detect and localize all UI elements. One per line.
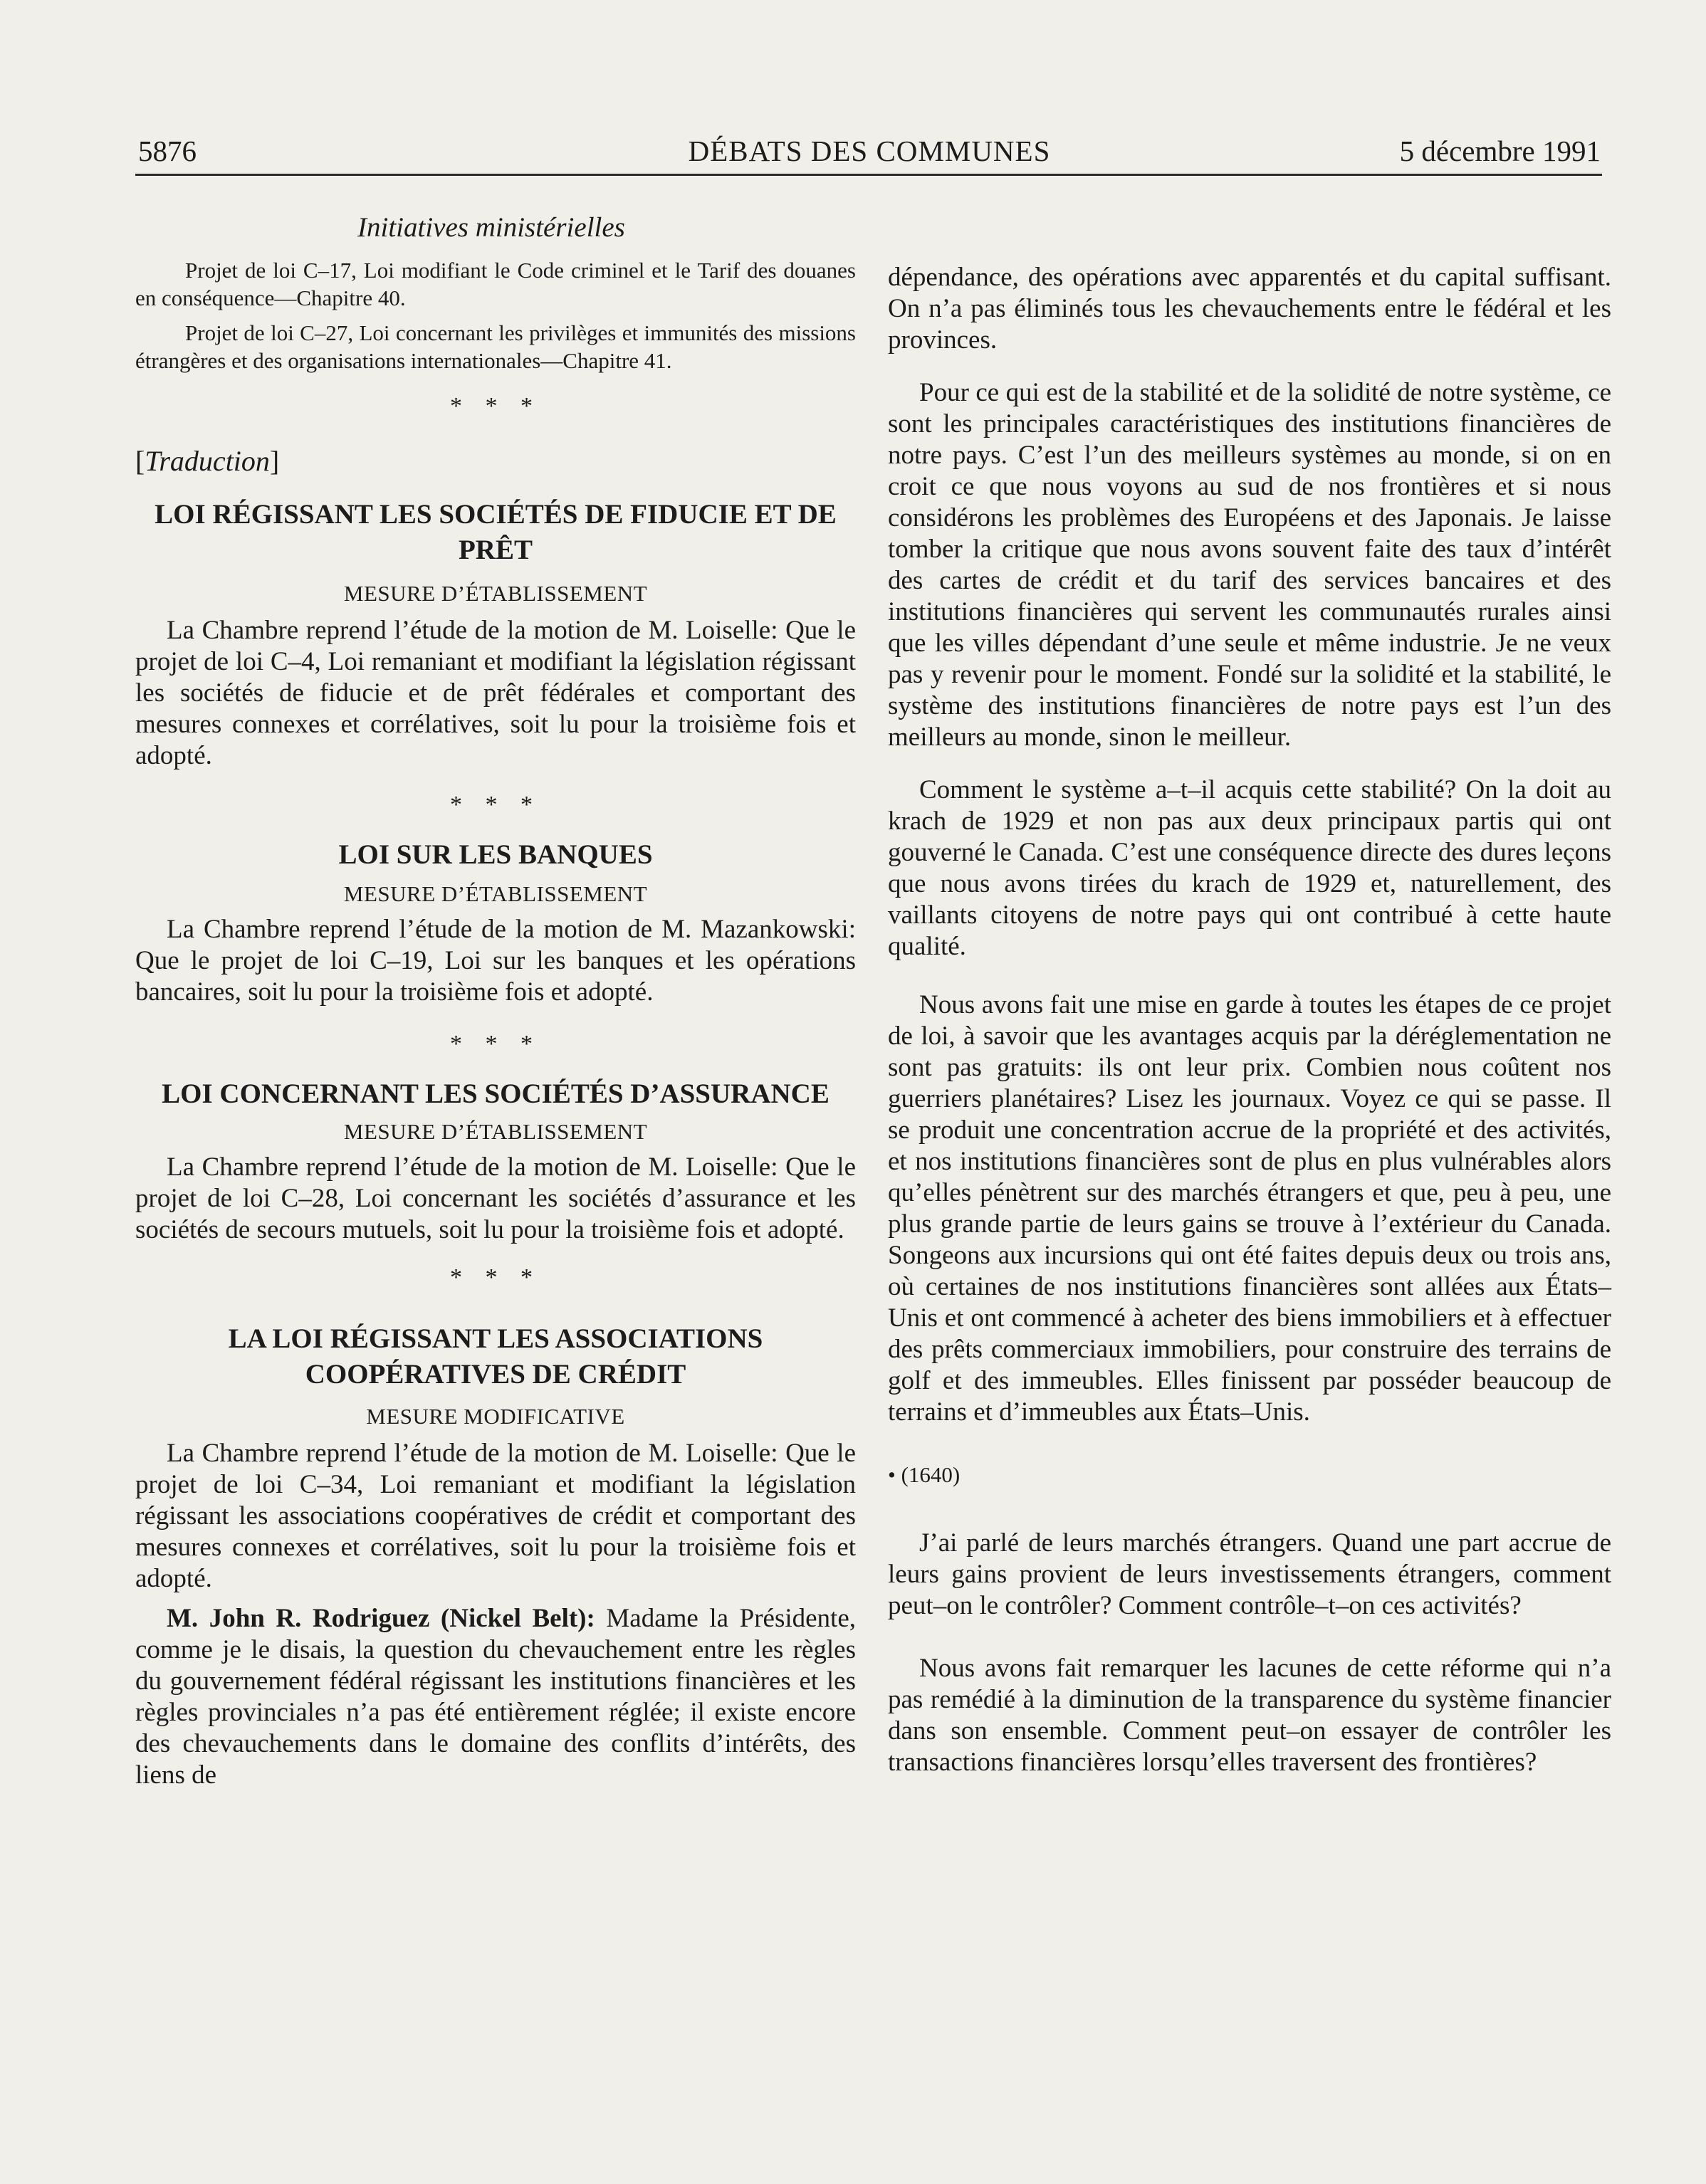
motion-insurance: La Chambre reprend l’étude de la motion de M. Loiselle: Que le projet de loi C–28, Loi concernant les sociétés d’assurance et les sociétés de secours mutuels, soit lu pour la troisième fois et adopté. <box>135 1153 856 1244</box>
heading-insurance: LOI CONCERNANT LES SOCIÉTÉS D’ASSURANCE <box>162 1078 830 1109</box>
separator-stars: * * * <box>450 393 541 419</box>
heading-credit-associations: LA LOI RÉGISSANT LES ASSOCIATIONS COOPÉRATIVES DE CRÉDIT <box>228 1323 763 1390</box>
separator-stars: * * * <box>450 1031 541 1057</box>
traduction-note: [Traduction] <box>135 445 280 477</box>
left-column <box>135 206 856 1791</box>
header-rule <box>135 174 1602 176</box>
paragraph-2: Pour ce qui est de la stabilité et de la solidité de notre système, ce sont les principales caractéristiques des institutions financières de notre pays. C’est l’un des meilleurs systèmes au monde, si on en croit ce que nous voyons au sud de nos frontières et si nous considérons les problèmes des Européens et des Japonais. Je laisse tomber la critique que nous avons souvent faite des taux d’intérêt des cartes de crédit et du tarif des services bancaires et des institutions financières qui servent les communautés rurales ainsi que les villes dépendant d’une seule et même industrie. Je ne veux pas y revenir pour le moment. Fondé sur la solidité et la stabilité, le système des institutions financières de notre pays est l’un des meilleurs au monde, sinon le meilleur. <box>888 378 1611 752</box>
paragraph-1: dépendance, des opérations avec apparentés et du capital suffisant. On n’a pas éliminés tous les chevauchements entre le fédéral et les provinces. <box>888 263 1611 355</box>
page-date: 5 décembre 1991 <box>1399 135 1601 167</box>
motion-credit-associations: La Chambre reprend l’étude de la motion de M. Loiselle: Que le projet de loi C–34, Loi remaniant et modifiant la législation régissant les associations coopératives de crédit et comportant des mesures connexes et corrélatives, soit lu pour la troisième fois et adopté. <box>135 1439 856 1593</box>
motion-banks: La Chambre reprend l’étude de la motion de M. Mazankowski: Que le projet de loi C–19, Loi sur les banques et les opérations bancaires, soit lu pour la troisième fois et adopté. <box>135 915 856 1007</box>
bill-c27: Projet de loi C–27, Loi concernant les privilèges et immunités des missions étrangères et des organisations internationales—Chapitre 41. <box>135 320 856 373</box>
right-column <box>888 206 1611 1778</box>
bill-c17: Projet de loi C–17, Loi modifiant le Code criminel et le Tarif des douanes en conséquence—Chapitre 40. <box>135 258 856 310</box>
speaker-name: M. John R. Rodriguez (Nickel Belt): <box>167 1604 595 1633</box>
page-title: DÉBATS DES COMMUNES <box>688 135 1051 167</box>
paragraph-4: Nous avons fait une mise en garde à toutes les étapes de ce projet de loi, à savoir que les avantages acquis par la déréglementation ne sont pas gratuits: ils ont leur prix. Combien nous coûtent nos guerriers planétaires? Lisez les journaux. Voyez ce qui se passe. Il se produit une concentration accrue de la propriété et des activités, et nos institutions financières sont de plus en plus vulnérables alors qu’elles pénètrent sur des marchés étrangers et que, peu à peu, une plus grande partie de leurs gains se trouve à l’extérieur du Canada. Songeons aux incursions qui ont été faites depuis deux ou trois ans, où certaines de nos institutions financières sont allées aux États–Unis et ont commencé à acheter des biens immobiliers et à effectuer des prêts commerciaux immobiliers, pour construire des terrains de golf et des immeubles. Elles finissent par posséder beaucoup de terrains et d’immeubles aux États–Unis. <box>888 990 1611 1427</box>
time-marker: • (1640) <box>888 1462 961 1487</box>
motion-trust-loan: La Chambre reprend l’étude de la motion de M. Loiselle: Que le projet de loi C–4, Loi remaniant et modifiant la législation régissant les sociétés de fiducie et de prêt fédérales et comportant des mesures connexes et corrélatives, soit lu pour la troisième fois et adopté. <box>135 616 856 770</box>
traduction-label: Traduction <box>145 445 270 477</box>
subheading-trust-loan: MESURE D’ÉTABLISSEMENT <box>343 581 648 606</box>
page-number: 5876 <box>138 135 197 167</box>
separator-stars: * * * <box>450 1264 541 1291</box>
heading-banks: LOI SUR LES BANQUES <box>338 839 653 870</box>
speech-rodriguez <box>135 1603 856 1791</box>
paragraph-3: Comment le système a–t–il acquis cette stabilité? On la doit au krach de 1929 et non pas aux deux principaux partis qui ont gouverné le Canada. C’est une conséquence directe des dures leçons que nous avons tirées du krach de 1929 et, naturellement, des vaillants citoyens de notre pays qui ont contribué à cette haute qualité. <box>888 775 1611 961</box>
heading-trust-loan: LOI RÉGISSANT LES SOCIÉTÉS DE FIDUCIE ET DE PRÊT <box>155 499 837 565</box>
subheading-banks: MESURE D’ÉTABLISSEMENT <box>343 881 648 906</box>
paragraph-6: Nous avons fait remarquer les lacunes de cette réforme qui n’a pas remédié à la diminution de la transparence du système financier dans son ensemble. Comment peut–on essayer de contrôler les transactions financières lorsqu’elles traversent des frontières? <box>888 1654 1611 1777</box>
subheading-credit-associations: MESURE MODIFICATIVE <box>366 1404 625 1429</box>
paragraph-5: J’ai parlé de leurs marchés étrangers. Quand une part accrue de leurs gains provient de leurs investissements étrangers, comment peut–on le contrôler? Comment contrôle–t–on ces activités? <box>888 1528 1611 1620</box>
separator-stars: * * * <box>450 792 541 818</box>
speech-text: Madame la Présidente, comme je le disais, la question du chevauchement entre les règles du gouvernement fédéral régissant les institutions financières et les règles provinciales n’a pas été entièrement réglée; il existe encore des chevauchements dans le domaine des conflits d’intérêts, des liens de <box>135 1604 856 1790</box>
subheading-insurance: MESURE D’ÉTABLISSEMENT <box>343 1119 648 1144</box>
page-header <box>138 134 1601 177</box>
section-label: Initiatives ministérielles <box>357 212 625 243</box>
